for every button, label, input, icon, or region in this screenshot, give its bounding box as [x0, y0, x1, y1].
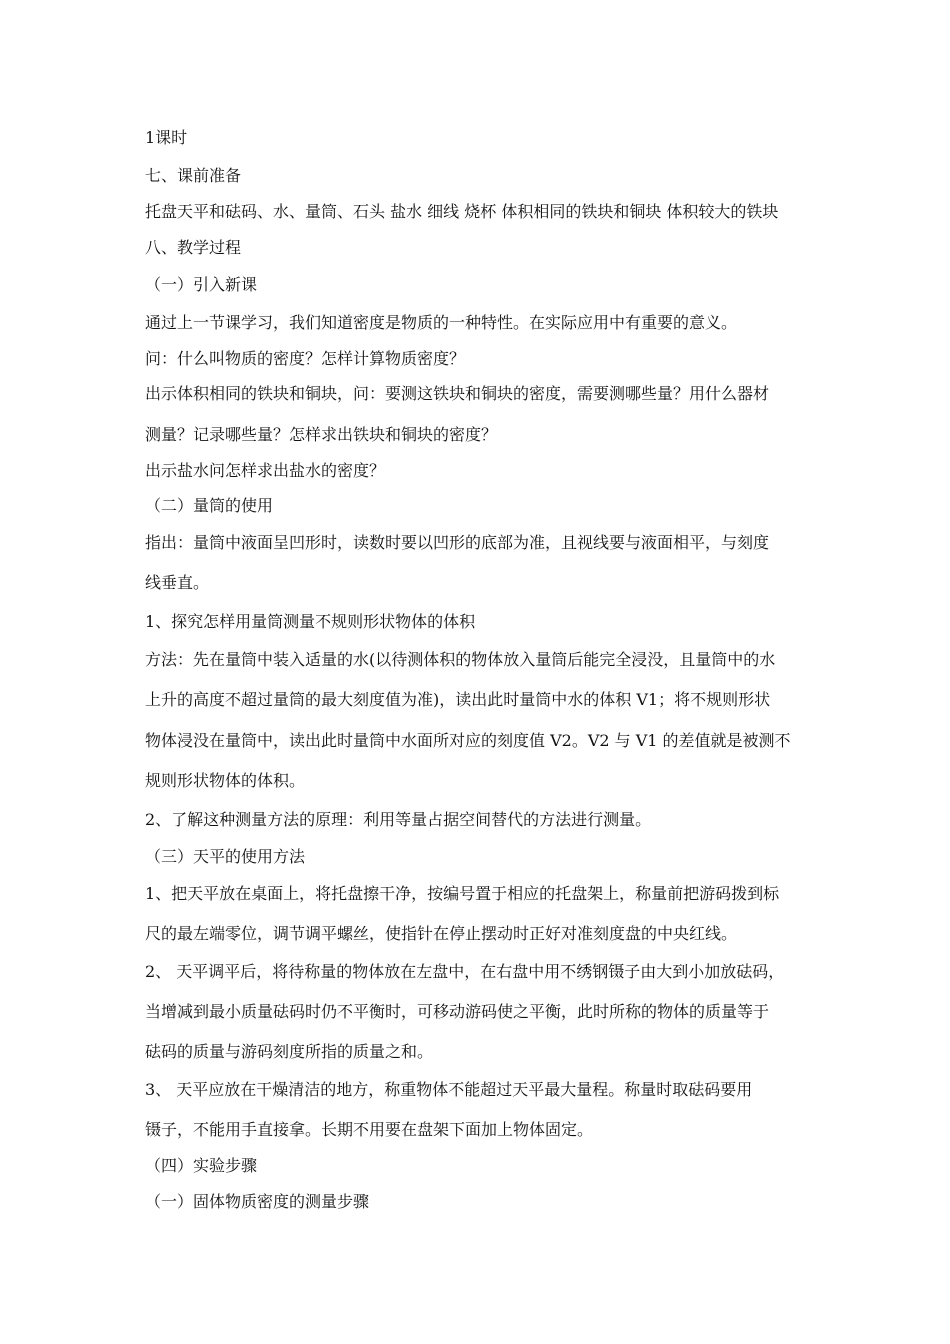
- subsection-heading: （一）引入新课: [145, 275, 258, 294]
- section-heading: 七、课前准备: [145, 166, 242, 185]
- text-line: 规则形状物体的体积。: [145, 771, 306, 790]
- text-line: 当增减到最小质量砝码时仍不平衡时，可移动游码使之平衡，此时所称的物体的质量等于: [145, 1002, 770, 1021]
- text-line: 3、 天平应放在干燥清洁的地方，称重物体不能超过天平最大量程。称量时取砝码要用: [145, 1080, 753, 1099]
- text-line: 指出：量筒中液面呈凹形时，读数时要以凹形的底部为准，且视线要与液面相平，与刻度: [145, 533, 770, 552]
- text-line: 通过上一节课学习，我们知道密度是物质的一种特性。在实际应用中有重要的意义。: [145, 313, 738, 332]
- text-line: 物体浸没在量筒中，读出此时量筒中水面所对应的刻度值 V2。V2 与 V1 的差值就是被测不: [145, 731, 791, 750]
- text-line: 托盘天平和砝码、水、量筒、石头 盐水 细线 烧杯 体积相同的铁块和铜块 体积较大的铁块: [145, 202, 779, 221]
- subsection-heading: （三）天平的使用方法: [145, 847, 306, 866]
- text-line: 出示体积相同的铁块和铜块，问：要测这铁块和铜块的密度，需要测哪些量？用什么器材: [145, 384, 770, 403]
- text-line: 镊子，不能用手直接拿。长期不用要在盘架下面加上物体固定。: [145, 1120, 594, 1139]
- text-line: 2、 天平调平后，将待称量的物体放在左盘中，在右盘中用不绣钢镊子由大到小加放砝码，: [145, 962, 785, 981]
- subsection-heading: （四）实验步骤: [145, 1156, 258, 1175]
- section-heading: 八、教学过程: [145, 238, 242, 257]
- text-line: 测量？记录哪些量？怎样求出铁块和铜块的密度？: [145, 425, 498, 444]
- text-line: 问：什么叫物质的密度？怎样计算物质密度？: [145, 349, 466, 368]
- text-line: 砝码的质量与游码刻度所指的质量之和。: [145, 1042, 434, 1061]
- text-line: 上升的高度不超过量筒的最大刻度值为准)，读出此时量筒中水的体积 V1；将不规则形状: [145, 690, 771, 709]
- subsection-heading: （一）固体物质密度的测量步骤: [145, 1192, 370, 1211]
- text-line: 出示盐水问怎样求出盐水的密度？: [145, 461, 386, 480]
- text-line: 方法：先在量筒中装入适量的水(以待测体积的物体放入量筒后能完全浸没，且量筒中的水: [145, 650, 776, 669]
- subsection-heading: （二）量筒的使用: [145, 496, 274, 515]
- text-line: 1课时: [145, 128, 188, 147]
- text-line: 2、了解这种测量方法的原理：利用等量占据空间替代的方法进行测量。: [145, 810, 652, 829]
- text-line: 尺的最左端零位，调节调平螺丝，使指针在停止摆动时正好对准刻度盘的中央红线。: [145, 924, 738, 943]
- text-line: 1、把天平放在桌面上，将托盘擦干净，按编号置于相应的托盘架上，称量前把游码拨到标: [145, 884, 780, 903]
- text-line: 1、探究怎样用量筒测量不规则形状物体的体积: [145, 612, 476, 631]
- text-line: 线垂直。: [145, 573, 210, 592]
